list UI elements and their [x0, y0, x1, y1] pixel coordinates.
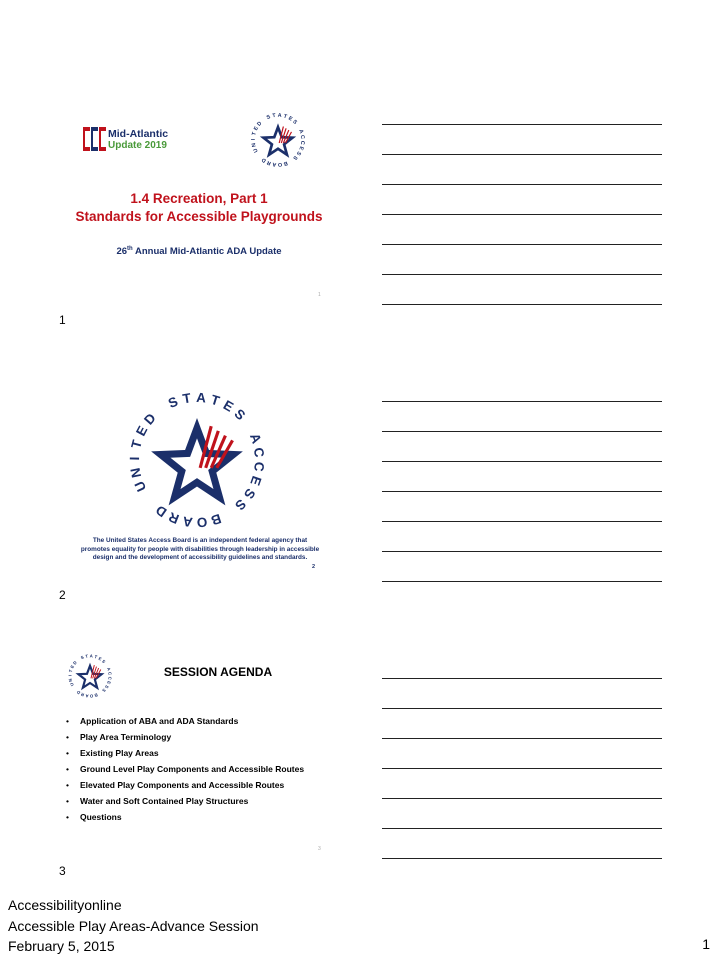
slide-3-number: 3 [59, 864, 66, 878]
page-footer [8, 895, 259, 957]
seal-letter: E [287, 115, 294, 123]
slide-3-inner-number: 3 [318, 846, 321, 852]
slide-1-inner-number: 1 [318, 292, 321, 298]
slide-2-number: 2 [59, 588, 66, 602]
seal-letter: D [152, 502, 170, 521]
note-line [382, 461, 662, 462]
seal-letter: N [67, 678, 74, 683]
seal-letter: S [291, 119, 298, 126]
seal-letter: E [69, 664, 76, 670]
logo-line2: Update 2019 [108, 140, 167, 151]
seal-letter: S [240, 485, 259, 502]
seal-letter: T [93, 654, 98, 660]
seal-letter: T [251, 131, 258, 137]
seal-letter: T [209, 391, 222, 409]
seal-letter: E [106, 680, 112, 685]
access-board-seal-icon [248, 110, 308, 170]
seal-letter: B [209, 510, 223, 529]
seal-letter: O [89, 693, 94, 699]
footer-line3: February 5, 2015 [8, 938, 115, 954]
note-line [382, 184, 662, 185]
note-line [382, 244, 662, 245]
seal-letter: S [166, 393, 181, 412]
seal-letter: R [80, 691, 85, 698]
note-line [382, 274, 662, 275]
seal-letter: N [127, 466, 145, 480]
seal-letter: E [247, 474, 265, 488]
seal-letter: U [68, 682, 75, 687]
seal-letter: I [127, 456, 143, 461]
seal-letter: S [80, 654, 85, 661]
seal-letter: C [298, 134, 306, 140]
slide-1-number: 1 [59, 313, 66, 327]
seal-letter: C [251, 461, 268, 473]
seal-letter: T [128, 438, 145, 451]
seal-letter: T [181, 390, 193, 407]
seal-letter: S [104, 684, 110, 690]
agenda-list [66, 713, 304, 825]
note-line [382, 828, 662, 829]
seal-letter: A [246, 431, 265, 446]
seal-letter: A [297, 128, 305, 135]
seal-letter: R [266, 158, 272, 166]
seal-letter: A [271, 160, 277, 168]
seal-letter: E [133, 423, 151, 439]
star-shape [161, 428, 233, 497]
access-board-seal-icon [118, 385, 276, 535]
seal-letter: S [101, 687, 107, 694]
seal-letter: O [277, 160, 283, 168]
seal-letter: D [71, 660, 78, 666]
list-item: • Elevated Play Components and Accessible Routes [66, 777, 304, 793]
seal-letter: T [282, 113, 288, 121]
seal-letter: A [195, 389, 207, 406]
note-line [382, 124, 662, 125]
logo-line1: Mid-Atlantic [108, 128, 169, 140]
seal-letter: S [294, 149, 302, 157]
title-line1: 1.4 Recreation, Part 1 [130, 191, 268, 206]
seal-letter: S [100, 658, 107, 665]
note-line [382, 738, 662, 739]
seal-letter: S [232, 496, 249, 514]
seal-letter: C [107, 676, 113, 680]
seal-letter: D [141, 410, 159, 428]
seal-letter: B [93, 692, 99, 698]
seal-letter: S [291, 153, 299, 161]
seal-letter: D [260, 156, 268, 164]
seal-letter: E [297, 145, 305, 151]
seal-letter: A [181, 513, 194, 530]
note-line [382, 214, 662, 215]
note-line [382, 678, 662, 679]
seal-letter: E [97, 655, 103, 662]
note-line [382, 551, 662, 552]
seal-letter: D [256, 120, 264, 128]
slide-2-description: The United States Access Board is an independent federal agency that promotes equality for people with disabilities through leadership in accessible design and the development of accessibility guidelines and standards. [80, 537, 320, 562]
seal-letter: U [131, 478, 150, 494]
seal-letter: A [85, 693, 89, 699]
seal-letter: O [196, 514, 208, 531]
slide-1-subtitle: 26th Annual Mid-Atlantic ADA Update [116, 246, 282, 258]
slide-2-inner-number: 2 [312, 564, 316, 570]
list-item: • Questions [66, 809, 304, 825]
list-item: • Existing Play Areas [66, 745, 304, 761]
seal-letter: T [85, 653, 89, 659]
footer-line2: Accessible Play Areas-Advance Session [8, 917, 259, 934]
slide-1-title [70, 190, 328, 226]
seal-letter: C [298, 140, 306, 145]
note-line [382, 858, 662, 859]
list-item: • Application of ABA and ADA Standards [66, 713, 304, 729]
list-item: • Play Area Terminology [66, 729, 304, 745]
agenda-title: SESSION AGENDA [163, 665, 273, 679]
list-item: • Water and Soft Contained Play Structures [66, 793, 304, 809]
seal-letter: C [250, 446, 268, 459]
seal-letter: S [231, 406, 249, 424]
note-line [382, 581, 662, 582]
seal-letter: I [67, 674, 73, 677]
note-line [382, 798, 662, 799]
note-line [382, 768, 662, 769]
list-item: • Ground Level Play Components and Accessible Routes [66, 761, 304, 777]
seal-letter: T [271, 112, 277, 120]
note-line [382, 304, 662, 305]
title-line2: Standards for Accessible Playgrounds [75, 209, 323, 224]
note-line [382, 431, 662, 432]
footer-line1: Accessibilityonline [8, 897, 122, 913]
note-line [382, 401, 662, 402]
seal-letter: R [166, 509, 182, 527]
seal-letter: I [250, 138, 257, 141]
note-line [382, 521, 662, 522]
seal-letter: E [220, 397, 237, 415]
seal-letter: T [67, 669, 74, 673]
note-line [382, 154, 662, 155]
seal-letter: B [282, 159, 289, 167]
seal-letter: D [75, 689, 82, 696]
seal-letter: C [107, 671, 113, 676]
seal-letter: A [89, 653, 94, 659]
seal-letter: N [250, 142, 258, 148]
access-board-seal-icon [66, 652, 114, 700]
mid-atlantic-logo [83, 125, 173, 155]
note-line [382, 708, 662, 709]
ada-logo-icon [83, 125, 107, 153]
seal-letter: S [265, 114, 272, 122]
seal-letter: A [105, 666, 112, 672]
seal-letter: E [253, 125, 261, 132]
slide-1 [0, 0, 720, 330]
note-line [382, 491, 662, 492]
seal-letter: A [277, 112, 282, 120]
seal-letter: U [252, 147, 260, 154]
footer-page-number: 1 [702, 936, 710, 952]
